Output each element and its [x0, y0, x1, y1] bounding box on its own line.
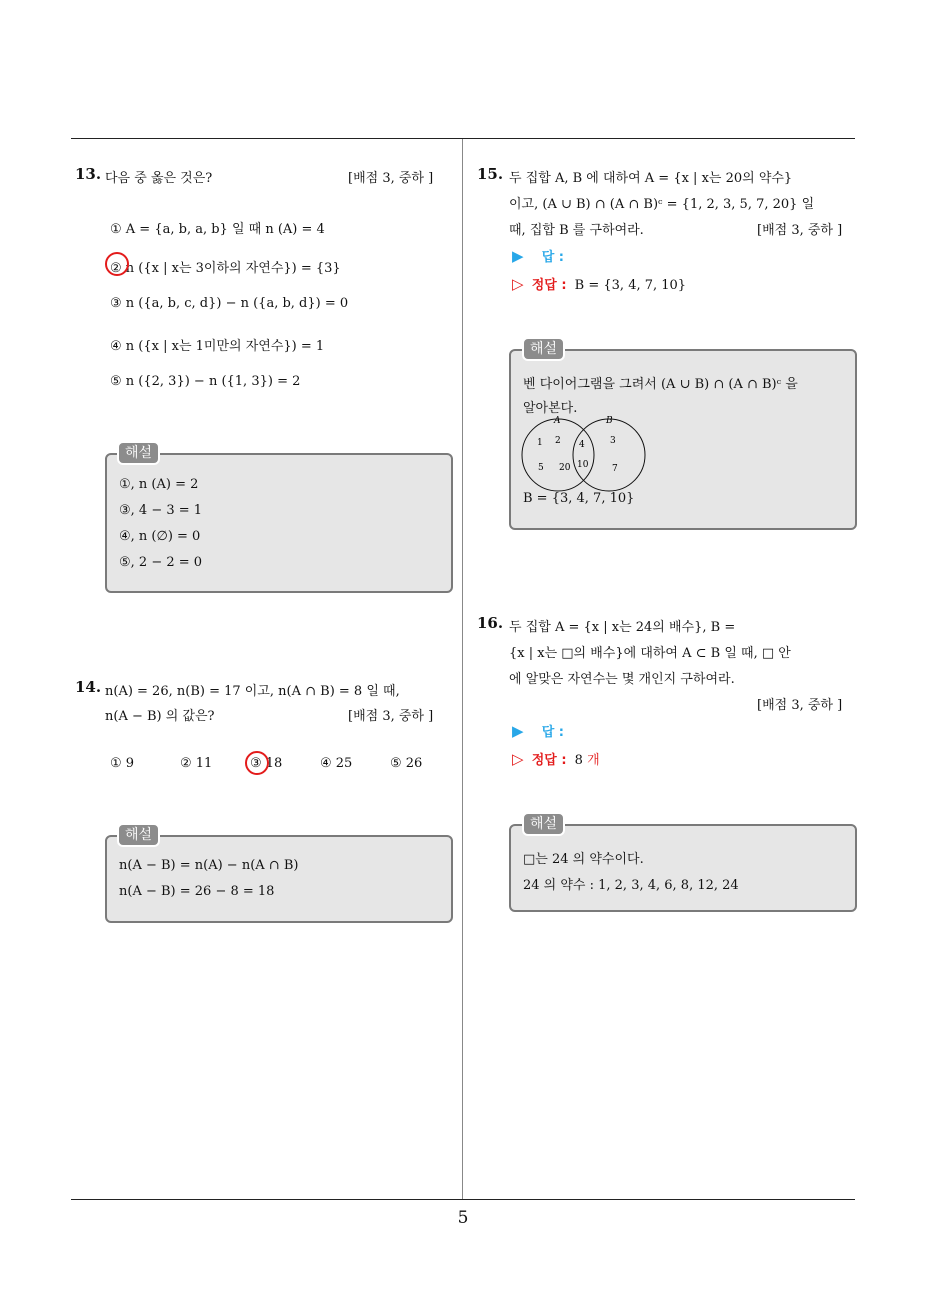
- solution-line: n(A − B) = n(A) − n(A ∩ B): [119, 858, 299, 873]
- solution-tag: 해설: [522, 812, 565, 836]
- venn-label-a: A: [554, 416, 561, 426]
- solution-line: 24 의 약수 : 1, 2, 3, 4, 6, 8, 12, 24: [523, 878, 739, 893]
- answer-arrow-icon: ▶: [512, 722, 524, 740]
- correct-answer-arrow-icon: ▷: [512, 750, 524, 768]
- question-text: 두 집합 A, B 에 대하여 A = {x | x는 20의 약수}: [509, 171, 793, 186]
- venn-circle-b: [573, 419, 645, 491]
- venn-element: 2: [555, 436, 561, 446]
- score-label: [배점 3, 중하 ]: [348, 709, 434, 724]
- solution-line: n(A − B) = 26 − 8 = 18: [119, 884, 275, 899]
- solution-box: [509, 824, 857, 912]
- option-5[interactable]: ⑤ n ({2, 3}) − n ({1, 3}) = 2: [110, 374, 301, 389]
- venn-element: 4: [579, 440, 585, 450]
- solution-line: 알아본다.: [523, 401, 578, 416]
- answer-label: 답 :: [541, 250, 564, 265]
- venn-element: 7: [612, 464, 618, 474]
- option-5[interactable]: ⑤ 26: [390, 756, 423, 771]
- correct-answer-value: 8: [574, 753, 583, 768]
- question-text: 두 집합 A = {x | x는 24의 배수}, B =: [509, 620, 736, 635]
- correct-answer-value: B = {3, 4, 7, 10}: [574, 278, 687, 293]
- answer-mark-circle: [245, 751, 269, 775]
- venn-element: 5: [538, 463, 544, 473]
- option-1[interactable]: ① A = {a, b, a, b} 일 때 n (A) = 4: [110, 222, 325, 237]
- venn-element: 10: [577, 460, 589, 470]
- venn-label-b: B: [606, 416, 613, 426]
- option-3[interactable]: ③ n ({a, b, c, d}) − n ({a, b, d}) = 0: [110, 296, 349, 311]
- venn-element: 20: [559, 463, 571, 473]
- solution-line: ③, 4 − 3 = 1: [119, 503, 203, 518]
- option-4[interactable]: ④ n ({x | x는 1미만의 자연수}) = 1: [110, 339, 325, 354]
- column-divider: [462, 139, 463, 1199]
- venn-diagram: [521, 411, 661, 495]
- correct-answer-row: [512, 749, 600, 768]
- question-text: 다음 중 옳은 것은?: [105, 171, 213, 186]
- question-text: {x | x는 □의 배수}에 대하여 A ⊂ B 일 때, □ 안: [509, 646, 791, 661]
- question-text: n(A − B) 의 값은?: [105, 709, 215, 724]
- question-number: 14.: [75, 678, 102, 696]
- solution-line: ④, n (∅) = 0: [119, 529, 201, 544]
- footer-rule: [71, 1199, 855, 1200]
- option-3[interactable]: ③ 18: [250, 756, 283, 771]
- solution-line: B = {3, 4, 7, 10}: [523, 491, 635, 506]
- score-label: [배점 3, 중하 ]: [757, 223, 843, 238]
- option-1[interactable]: ① 9: [110, 756, 135, 771]
- page-number: 5: [457, 1208, 469, 1228]
- question-number: 15.: [477, 165, 504, 183]
- answer-arrow-icon: ▶: [512, 247, 524, 265]
- question-number: 16.: [477, 614, 504, 632]
- correct-answer-label: 정답 :: [531, 753, 567, 768]
- correct-answer-label: 정답 :: [531, 278, 567, 293]
- solution-tag: 해설: [117, 441, 160, 465]
- option-4[interactable]: ④ 25: [320, 756, 353, 771]
- option-2[interactable]: ② 11: [180, 756, 213, 771]
- venn-element: 3: [610, 436, 616, 446]
- correct-answer-row: [512, 274, 686, 293]
- solution-box: [105, 453, 453, 593]
- option-2[interactable]: ② n ({x | x는 3이하의 자연수}) = {3}: [110, 261, 341, 276]
- answer-row[interactable]: [512, 246, 564, 265]
- question-text: 때, 집합 B 를 구하여라.: [509, 223, 644, 238]
- solution-box: [105, 835, 453, 923]
- answer-row[interactable]: [512, 721, 564, 740]
- answer-label: 답 :: [541, 725, 564, 740]
- question-number: 13.: [75, 165, 102, 183]
- solution-tag: 해설: [117, 823, 160, 847]
- question-text: n(A) = 26, n(B) = 17 이고, n(A ∩ B) = 8 일 때,: [105, 684, 400, 699]
- solution-line: 벤 다이어그램을 그려서 (A ∪ B) ∩ (A ∩ B)ᶜ 을: [523, 377, 798, 392]
- solution-line: ①, n (A) = 2: [119, 477, 199, 492]
- correct-answer-arrow-icon: ▷: [512, 275, 524, 293]
- question-text: 에 알맞은 자연수는 몇 개인지 구하여라.: [509, 672, 735, 687]
- question-text: 이고, (A ∪ B) ∩ (A ∩ B)ᶜ = {1, 2, 3, 5, 7, 20} 일: [509, 197, 815, 212]
- solution-line: □는 24 의 약수이다.: [523, 852, 644, 867]
- solution-line: ⑤, 2 − 2 = 0: [119, 555, 203, 570]
- header-rule: [71, 138, 855, 139]
- venn-element: 1: [537, 438, 543, 448]
- score-label: [배점 3, 중하 ]: [757, 698, 843, 713]
- correct-answer-unit: 개: [587, 753, 600, 768]
- solution-tag: 해설: [522, 337, 565, 361]
- solution-box: [509, 349, 857, 530]
- score-label: [배점 3, 중하 ]: [348, 171, 434, 186]
- answer-mark-circle: [105, 252, 129, 276]
